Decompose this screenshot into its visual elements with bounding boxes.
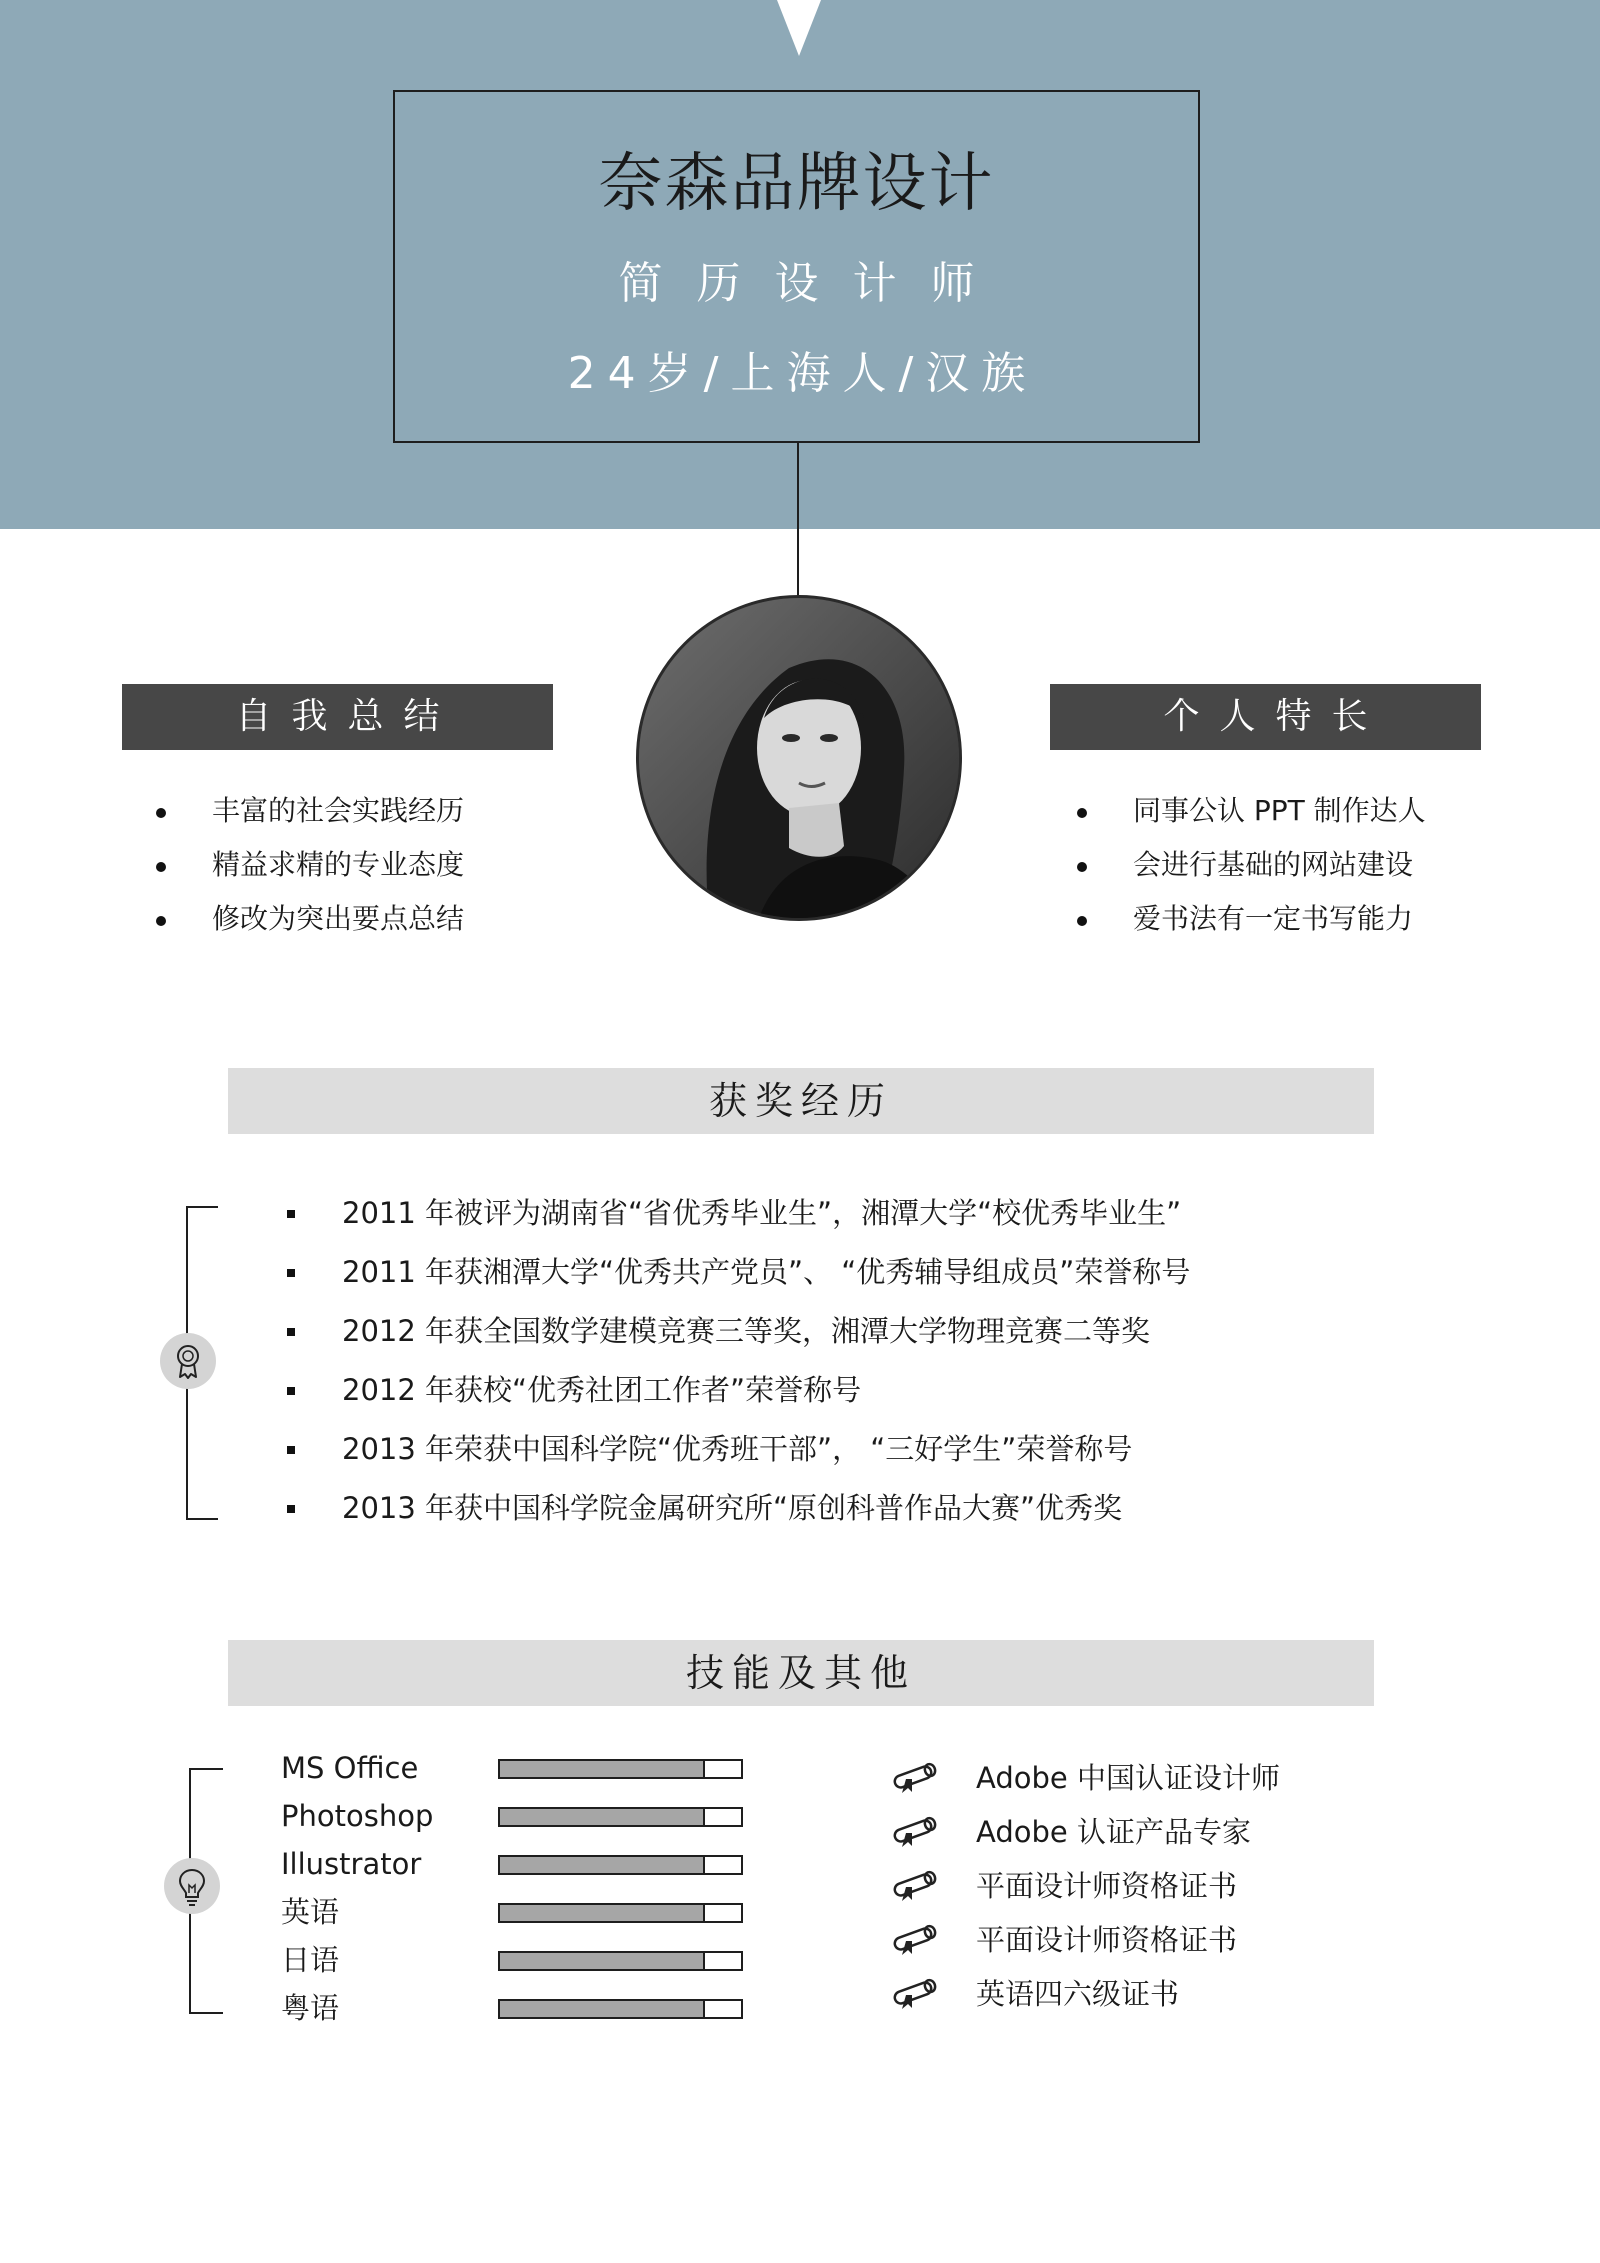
skill-level-bar (498, 1759, 743, 1779)
list-item (890, 1859, 1350, 1913)
awards-title: 获奖经历 (228, 1068, 1374, 1134)
self-summary-list (156, 784, 576, 946)
skill-level-fill (500, 1953, 705, 1969)
skill-level-bar (498, 1999, 743, 2019)
skill-level-fill (500, 1905, 705, 1921)
certificate-label: 平面设计师资格证书 (976, 1869, 1238, 1903)
list-item: 同事公认 PPT 制作达人 (1077, 784, 1537, 838)
skill-row (281, 1984, 801, 2032)
skill-level-fill (500, 1809, 705, 1825)
header-notch (777, 0, 821, 56)
lightbulb-icon (164, 1858, 220, 1914)
list-item: 修改为突出要点总结 (156, 892, 576, 946)
diploma-scroll-icon (890, 1815, 938, 1853)
list-item: 精益求精的专业态度 (156, 838, 576, 892)
skill-row (281, 1840, 801, 1888)
skill-level-bar (498, 1903, 743, 1923)
skill-level-bar (498, 1807, 743, 1827)
skill-name: 日语 (281, 1943, 340, 1977)
self-summary-title: 自我总结 (122, 684, 553, 750)
skill-name: Photoshop (281, 1799, 434, 1833)
certificate-label: Adobe 中国认证设计师 (976, 1761, 1280, 1795)
personal-info: 24岁/上海人/汉族 (567, 348, 1038, 399)
list-item: 2013 年获中国科学院金属研究所“原创科普作品大赛”优秀奖 (287, 1479, 1387, 1538)
skill-name: 粤语 (281, 1991, 340, 2025)
skill-level-bar (498, 1951, 743, 1971)
diploma-scroll-icon (890, 1977, 938, 2015)
skill-name: MS Office (281, 1751, 419, 1785)
skill-level-fill (500, 2001, 705, 2017)
certificate-label: Adobe 认证产品专家 (976, 1815, 1251, 1849)
portrait-photo-icon (639, 598, 959, 918)
list-item: 2012 年获全国数学建模竞赛三等奖，湘潭大学物理竞赛二等奖 (287, 1302, 1387, 1361)
skill-level-fill (500, 1761, 705, 1777)
list-item: 2011 年获湘潭大学“优秀共产党员”、 “优秀辅导组成员”荣誉称号 (287, 1243, 1387, 1302)
personal-strengths-list (1077, 784, 1537, 946)
list-item: 2013 年荣获中国科学院“优秀班干部”， “三好学生”荣誉称号 (287, 1420, 1387, 1479)
list-item: 爱书法有一定书写能力 (1077, 892, 1537, 946)
diploma-scroll-icon (890, 1869, 938, 1907)
list-item: 2011 年被评为湖南省“省优秀毕业生”，湘潭大学“校优秀毕业生” (287, 1184, 1387, 1243)
connector-line (797, 443, 799, 598)
skills-list (281, 1744, 801, 2034)
avatar (636, 595, 962, 921)
certificate-label: 英语四六级证书 (976, 1977, 1180, 2011)
award-ribbon-icon (160, 1333, 216, 1389)
skill-row (281, 1936, 801, 1984)
skill-name: 英语 (281, 1895, 340, 1929)
list-item: 丰富的社会实践经历 (156, 784, 576, 838)
list-item (890, 1913, 1350, 1967)
skill-level-bar (498, 1855, 743, 1875)
list-item (890, 1805, 1350, 1859)
skill-level-fill (500, 1857, 705, 1873)
personal-strengths-title: 个人特长 (1050, 684, 1481, 750)
skill-row (281, 1792, 801, 1840)
certificates-list (890, 1751, 1350, 2031)
skill-row (281, 1744, 801, 1792)
resume-name: 奈森品牌设计 (598, 147, 995, 221)
list-item: 2012 年获校“优秀社团工作者”荣誉称号 (287, 1361, 1387, 1420)
awards-list (287, 1184, 1387, 1538)
skill-row (281, 1888, 801, 1936)
skill-name: Illustrator (281, 1847, 422, 1881)
diploma-scroll-icon (890, 1923, 938, 1961)
list-item: 会进行基础的网站建设 (1077, 838, 1537, 892)
diploma-scroll-icon (890, 1761, 938, 1799)
certificate-label: 平面设计师资格证书 (976, 1923, 1238, 1957)
job-title: 简历设计师 (618, 258, 1009, 309)
list-item (890, 1751, 1350, 1805)
skills-title: 技能及其他 (228, 1640, 1374, 1706)
list-item (890, 1967, 1350, 2021)
